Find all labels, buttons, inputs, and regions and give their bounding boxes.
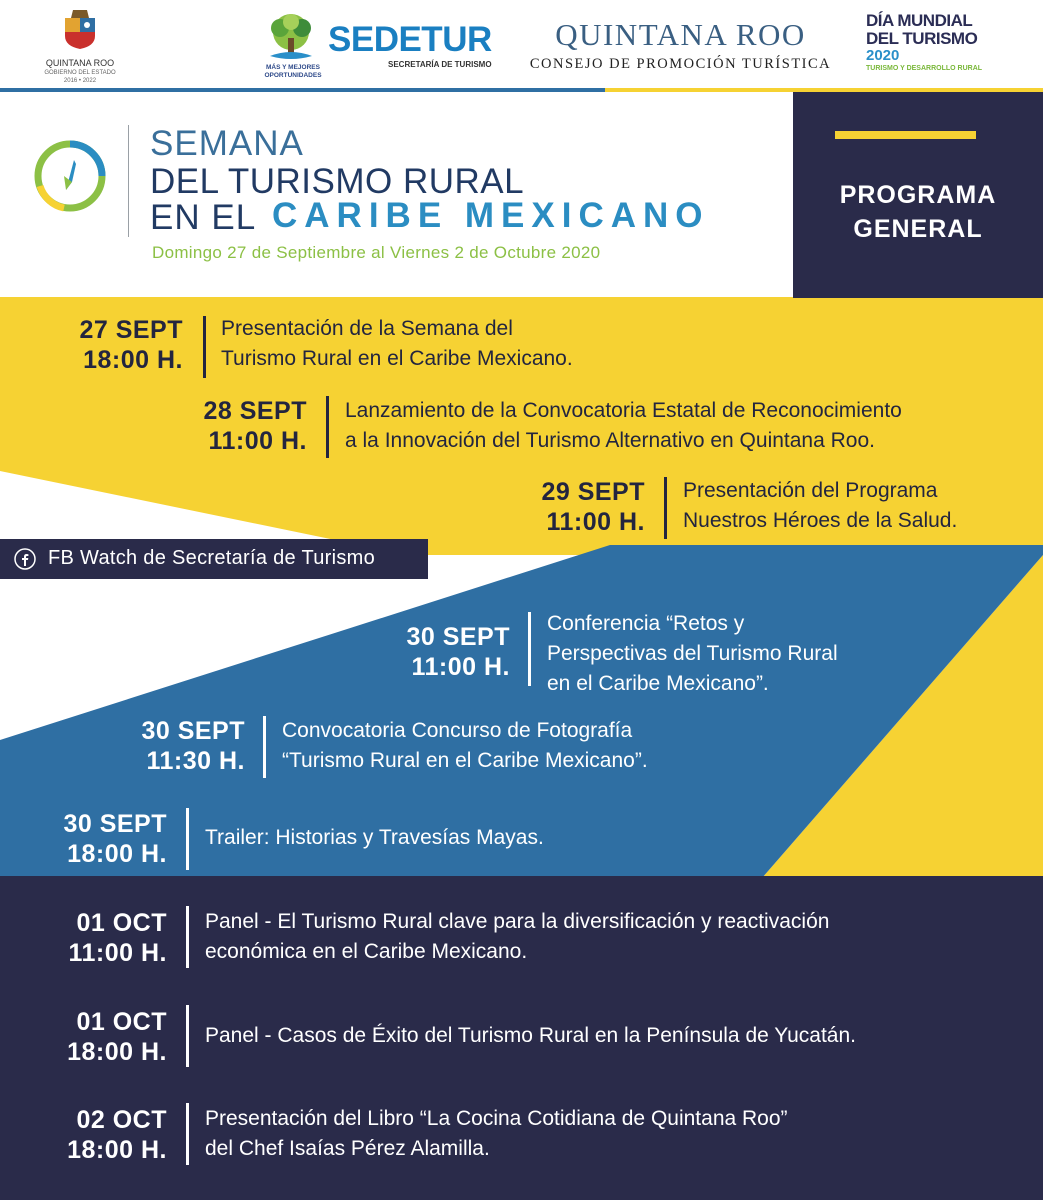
event-8-datetime [22, 1007, 167, 1067]
seal-years: 2016 • 2022 [63, 78, 97, 84]
event-text-line: del Chef Isaías Pérez Alamilla. [205, 1137, 490, 1160]
event-text-line: Perspectivas del Turismo Rural [547, 642, 838, 665]
event-date: 01 OCT [76, 1008, 167, 1036]
program-label [793, 178, 1043, 246]
event-text-line: Presentación de la Semana del [221, 317, 513, 340]
event-3-description [683, 476, 957, 536]
dia-line1: DÍA MUNDIAL [866, 11, 973, 30]
event-5-divider [263, 716, 266, 778]
event-time: 18:00 H. [83, 346, 183, 374]
event-time: 18:00 H. [67, 840, 167, 868]
title-dates: Domingo 27 de Septiembre al Viernes 2 de Octubre 2020 [152, 243, 601, 262]
seal-sub: GOBIERNO DEL ESTADO [44, 70, 116, 76]
event-2-datetime [160, 396, 307, 456]
program-line2: GENERAL [853, 215, 983, 243]
event-time: 18:00 H. [67, 1038, 167, 1066]
event-9-datetime [22, 1105, 167, 1165]
event-3-divider [664, 477, 667, 539]
event-date: 29 SEPT [541, 478, 645, 506]
event-2-description [345, 396, 902, 456]
event-1-divider [203, 316, 206, 378]
compass-icon [34, 140, 106, 212]
event-text-line: Presentación del Programa [683, 479, 938, 502]
header [0, 0, 1043, 88]
event-7-description [205, 907, 829, 967]
sedetur-subtitle: SECRETARÍA DE TURISMO [388, 60, 492, 69]
cpt-subtitle: CONSEJO DE PROMOCIÓN TURÍSTICA [529, 56, 832, 72]
event-text-line: Lanzamiento de la Convocatoria Estatal de Reconocimiento [345, 399, 902, 422]
cpt-title: QUINTANA ROO [555, 17, 806, 52]
event-1-description [221, 314, 573, 374]
event-time: 11:00 H. [411, 653, 510, 681]
event-date: 01 OCT [76, 909, 167, 937]
fb-watch-text: FB Watch de Secretaría de Turismo [48, 547, 376, 569]
dia-mundial-logo [866, 12, 1036, 73]
event-time: 11:30 H. [146, 747, 245, 775]
sedetur-logo [260, 10, 500, 80]
event-text-line: Turismo Rural en el Caribe Mexicano. [221, 347, 573, 370]
title-line2: DEL TURISMO RURAL [150, 162, 525, 201]
title-line3-prefix: EN EL [150, 198, 257, 237]
event-date: 30 SEPT [141, 717, 245, 745]
event-4-description [547, 609, 838, 699]
event-time: 11:00 H. [546, 508, 645, 536]
event-text-line: a la Innovación del Turismo Alternativo en Quintana Roo. [345, 429, 875, 452]
event-date: 28 SEPT [203, 397, 307, 425]
tree-logo-icon [262, 12, 320, 64]
event-4-divider [528, 612, 531, 686]
program-accent-bar [835, 131, 976, 139]
event-text-line: Presentación del Libro “La Cocina Cotidiana de Quintana Roo” [205, 1107, 788, 1130]
dia-line2: DEL TURISMO [866, 29, 978, 48]
event-date: 30 SEPT [63, 810, 167, 838]
event-time: 18:00 H. [67, 1136, 167, 1164]
sedetur-name: SEDETUR [328, 20, 492, 59]
title-line1: SEMANA [150, 124, 304, 163]
dia-year: 2020 [866, 47, 900, 64]
header-rule-blue [0, 88, 605, 92]
event-text-line: en el Caribe Mexicano”. [547, 672, 769, 695]
event-3-datetime [500, 477, 645, 537]
event-1-datetime [40, 315, 183, 375]
quintana-roo-seal [40, 10, 120, 85]
coat-of-arms-icon [63, 10, 97, 50]
cpt-logo [518, 18, 843, 73]
event-text-line: Nuestros Héroes de la Salud. [683, 509, 958, 532]
event-5-description [282, 716, 648, 776]
seal-name: QUINTANA ROO [45, 58, 115, 68]
title-line3-highlight: CARIBE MEXICANO [272, 196, 710, 235]
event-time: 11:00 H. [208, 427, 307, 455]
event-8-description [205, 1021, 856, 1051]
event-date: 27 SEPT [79, 316, 183, 344]
event-time: 11:00 H. [68, 939, 167, 967]
event-6-divider [186, 808, 189, 870]
title-divider [128, 125, 129, 237]
event-2-divider [326, 396, 329, 458]
event-9-divider [186, 1103, 189, 1165]
event-8-divider [186, 1005, 189, 1067]
sedetur-tagline-2: OPORTUNIDADES [264, 72, 322, 79]
event-text-line: Panel - El Turismo Rural clave para la diversificación y reactivación [205, 910, 830, 933]
program-line1: PROGRAMA [839, 181, 997, 209]
event-text-line: Convocatoria Concurso de Fotografía [282, 719, 633, 742]
event-6-datetime [22, 809, 167, 869]
event-text-line: Trailer: Historias y Travesías Mayas. [205, 826, 544, 849]
event-text-line: Conferencia “Retos y [547, 612, 745, 635]
event-7-divider [186, 906, 189, 968]
facebook-icon [14, 548, 36, 570]
event-9-description [205, 1104, 788, 1164]
event-text-line: económica en el Caribe Mexicano. [205, 940, 528, 963]
event-7-datetime [22, 908, 167, 968]
event-6-description [205, 823, 544, 853]
event-4-datetime [365, 622, 510, 682]
event-date: 02 OCT [76, 1106, 167, 1134]
event-text-line: Panel - Casos de Éxito del Turismo Rural en la Península de Yucatán. [205, 1024, 856, 1047]
event-text-line: “Turismo Rural en el Caribe Mexicano”. [282, 749, 648, 772]
event-5-datetime [100, 716, 245, 776]
event-date: 30 SEPT [406, 623, 510, 651]
dia-theme: TURISMO Y DESARROLLO RURAL [866, 65, 983, 72]
sedetur-tagline-1: MÁS Y MEJORES [266, 64, 320, 71]
sedetur-tagline [260, 64, 326, 80]
